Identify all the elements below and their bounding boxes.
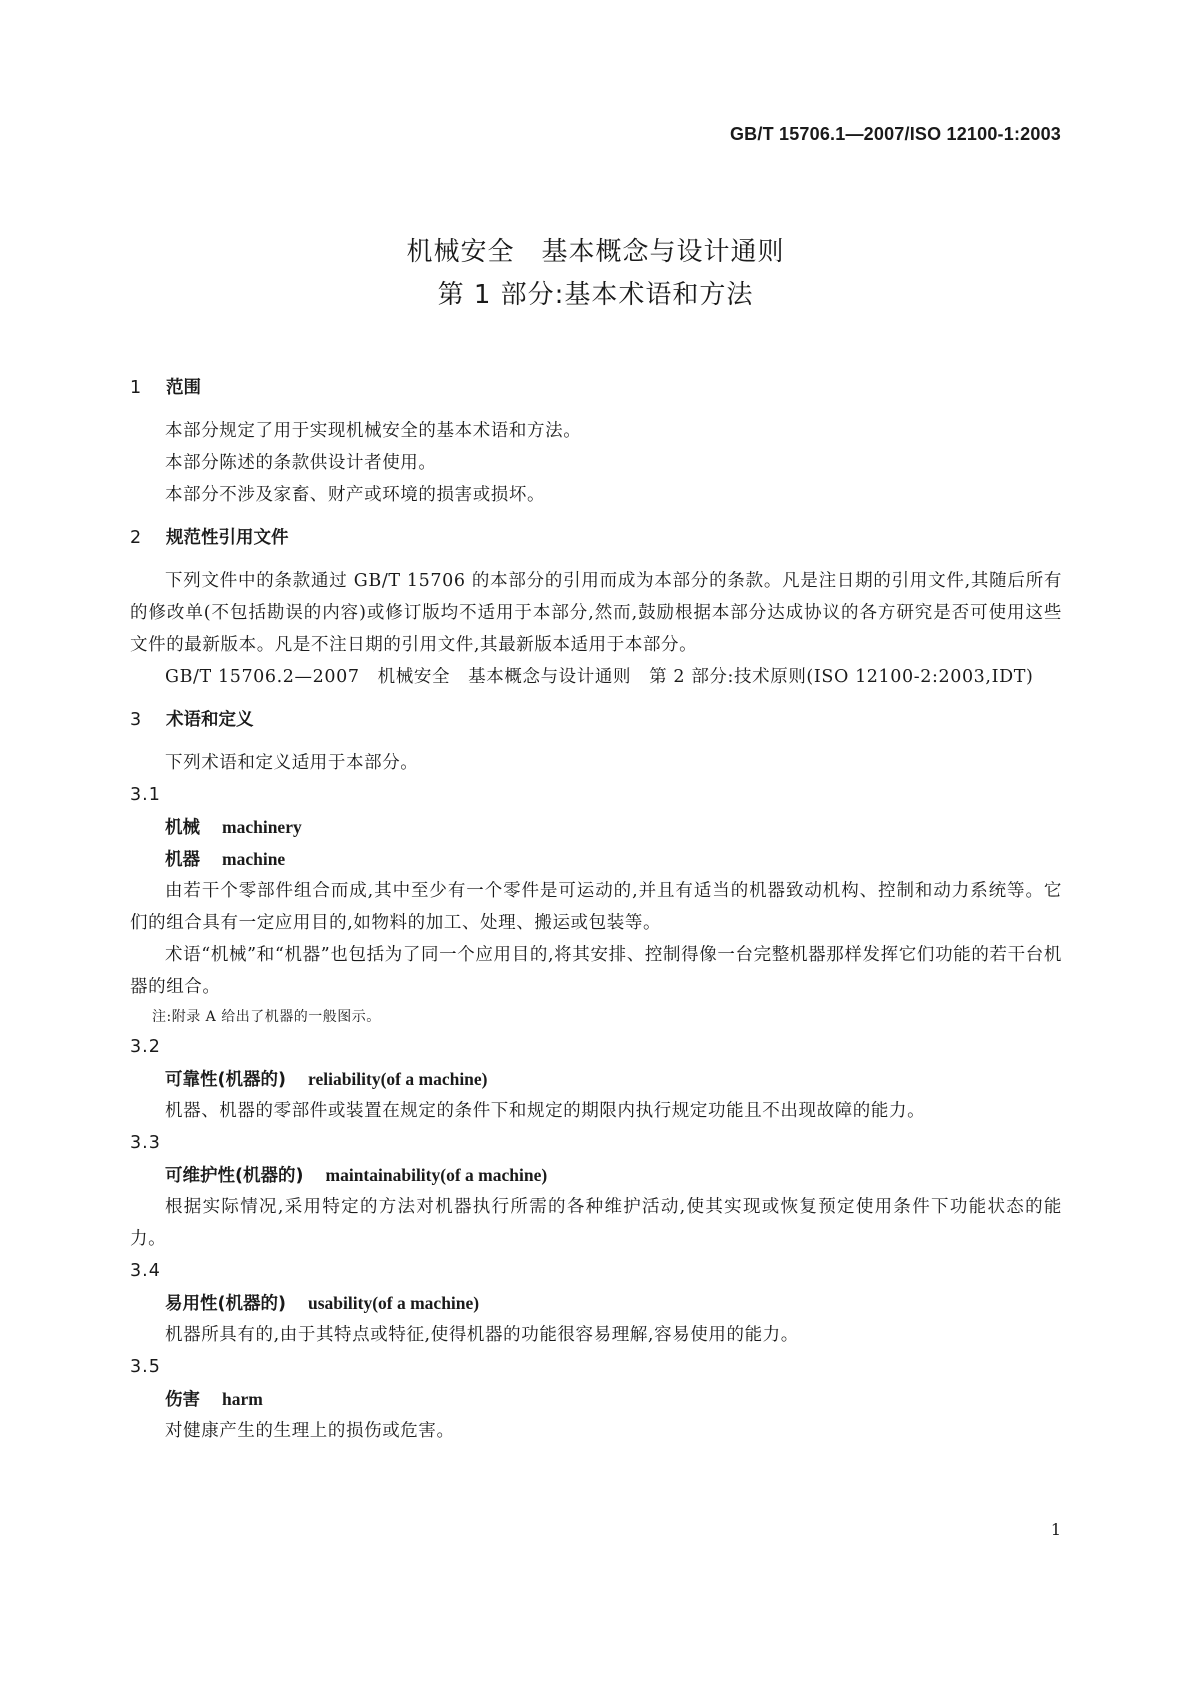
term-number: 3.5	[130, 1357, 161, 1377]
term-en: machine	[222, 849, 286, 869]
section-number: 3	[130, 710, 142, 730]
term-en: reliability(of a machine)	[308, 1069, 488, 1089]
section-title: 范围	[166, 378, 201, 398]
definition-paragraph: 根据实际情况,采用特定的方法对机器执行所需的各种维护活动,使其实现或恢复预定使用条件下功能状态的能力。	[130, 1197, 1062, 1249]
term-entry	[165, 843, 1062, 875]
term-zh: 机械	[165, 818, 200, 838]
term-en: usability(of a machine)	[308, 1293, 480, 1313]
term-number: 3.2	[130, 1037, 161, 1057]
term-entry	[165, 1063, 1062, 1095]
term-zh: 易用性(机器的)	[165, 1294, 286, 1314]
term-number: 3.1	[130, 785, 161, 805]
section-number: 2	[130, 528, 142, 548]
section-title: 规范性引用文件	[166, 528, 289, 548]
term-zh: 机器	[165, 850, 200, 870]
paragraph: 下列文件中的条款通过 GB/T 15706 的本部分的引用而成为本部分的条款。凡是注日期的引用文件,其随后所有的修改单(不包括勘误的内容)或修订版均不适用于本部分,然而,鼓励根据本部分达成协议的各方研究是否可使用这些文件的最新版本。凡是不注日期的引用文件,其最新版本适用于本部分。	[130, 571, 1062, 655]
term-en: harm	[222, 1389, 263, 1409]
definition-paragraph: 对健康产生的生理上的损伤或危害。	[165, 1421, 455, 1441]
term-entry	[165, 1287, 1062, 1319]
term-en: machinery	[222, 817, 302, 837]
paragraph: 本部分陈述的条款供设计者使用。	[165, 453, 437, 473]
definition-paragraph: 机器、机器的零部件或装置在规定的条件下和规定的期限内执行规定功能且不出现故障的能力。	[165, 1101, 926, 1121]
term-entry	[165, 1159, 1062, 1191]
section-heading-normative-references	[130, 523, 1062, 553]
definition-paragraph: 由若干个零部件组合而成,其中至少有一个零件是可运动的,并且有适当的机器致动机构、控制和动力系统等。它们的组合具有一定应用目的,如物料的加工、处理、搬运或包装等。	[130, 881, 1062, 933]
section-heading-terms-definitions	[130, 705, 1062, 735]
section-title: 术语和定义	[166, 710, 254, 730]
section-heading-scope	[130, 373, 1062, 403]
note: 注:附录 A 给出了机器的一般图示。	[152, 1009, 381, 1025]
definition-paragraph: 机器所具有的,由于其特点或特征,使得机器的功能很容易理解,容易使用的能力。	[165, 1325, 799, 1345]
term-en: maintainability(of a machine)	[325, 1165, 548, 1185]
document-title-line1: 机械安全 基本概念与设计通则	[406, 237, 785, 267]
paragraph: 本部分不涉及家畜、财产或环境的损害或损坏。	[165, 485, 546, 505]
section-number: 1	[130, 378, 142, 398]
standard-code: GB/T 15706.1—2007/ISO 12100-1:2003	[729, 124, 1061, 144]
term-zh: 可维护性(机器的)	[165, 1166, 304, 1186]
document-title-line2: 第 1 部分:基本术语和方法	[437, 280, 754, 310]
document-body	[130, 373, 1062, 1447]
term-zh: 伤害	[165, 1390, 200, 1410]
term-entry	[165, 1383, 1062, 1415]
paragraph: 下列术语和定义适用于本部分。	[165, 753, 419, 773]
term-entry	[165, 811, 1062, 843]
definition-paragraph: 术语“机械”和“机器”也包括为了同一个应用目的,将其安排、控制得像一台完整机器那样发挥它们功能的若干台机器的组合。	[130, 945, 1062, 997]
paragraph: 本部分规定了用于实现机械安全的基本术语和方法。	[165, 421, 582, 441]
term-number: 3.4	[130, 1261, 161, 1281]
term-number: 3.3	[130, 1133, 161, 1153]
reference-entry: GB/T 15706.2—2007 机械安全 基本概念与设计通则 第 2 部分:技术原则(ISO 12100-2:2003,IDT)	[165, 667, 1034, 687]
page-number: 1	[1050, 1520, 1061, 1539]
term-zh: 可靠性(机器的)	[165, 1070, 286, 1090]
